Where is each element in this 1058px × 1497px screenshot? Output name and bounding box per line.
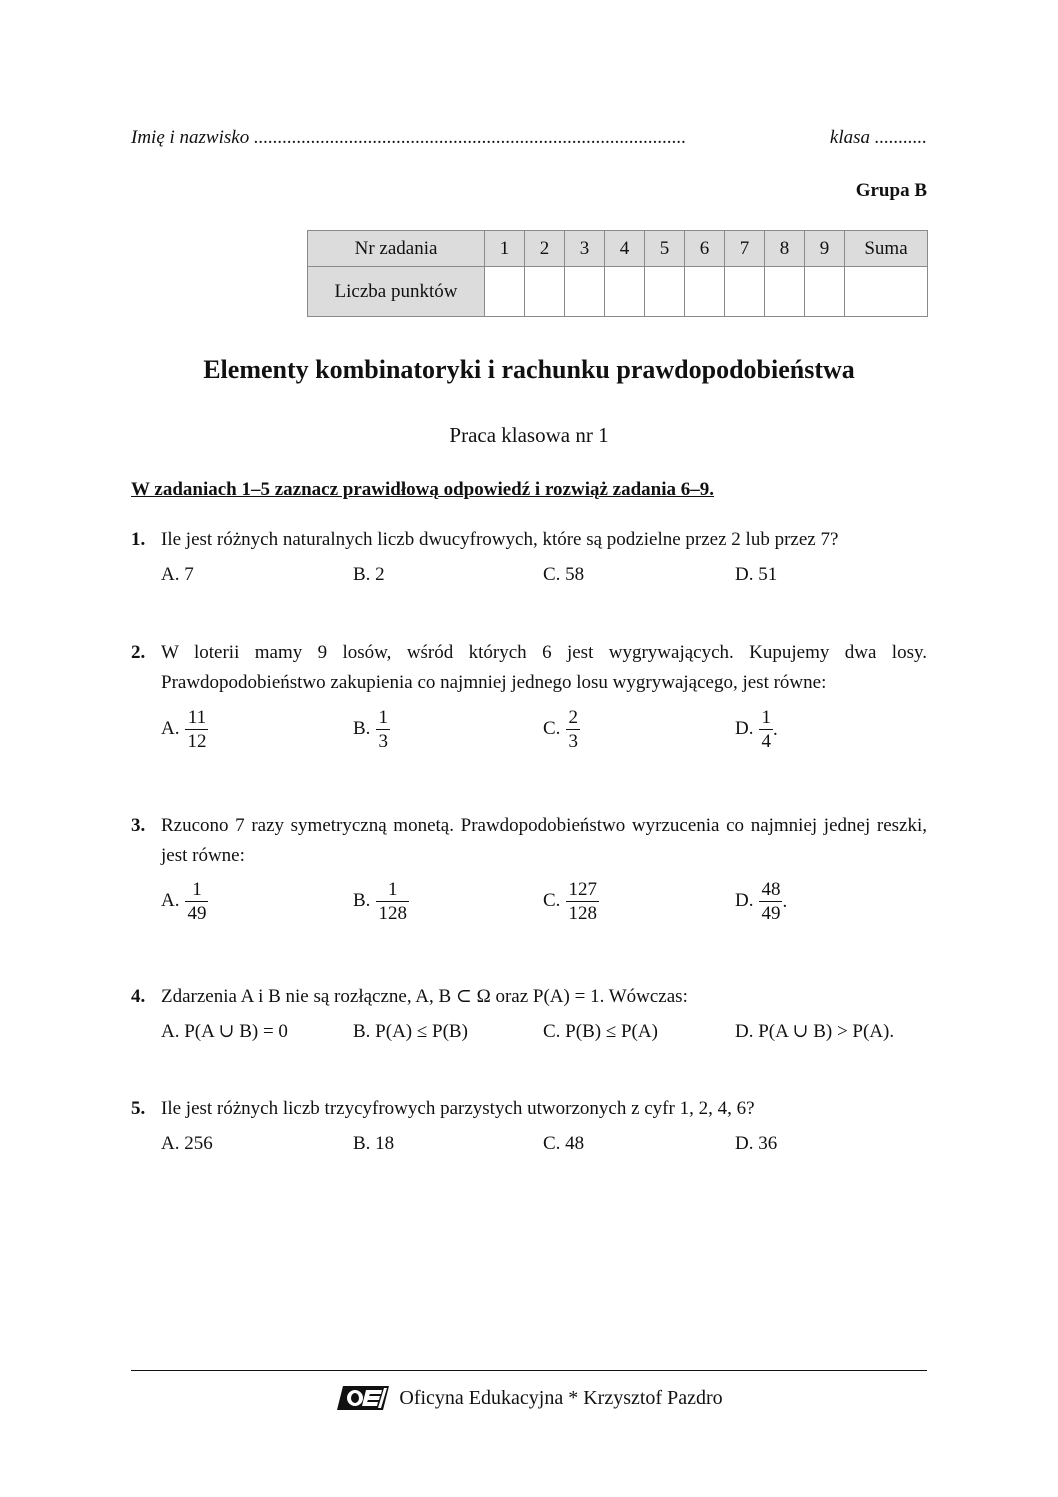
sum-header: Suma [845,231,928,267]
score-table [307,230,928,317]
task-number-header: Nr zadania [308,231,485,267]
page-title: Elementy kombinatoryki i rachunku prawdopodobieństwa [203,355,855,384]
task-number-cell: 2 [525,231,565,267]
answer-option-a[interactable]: A. P(A ∪ B) = 0 [161,1021,288,1042]
fraction [185,706,208,753]
fraction [376,706,390,753]
question-text: W loterii mamy 9 losów, wśród których 6 jest wygrywających. Kupujemy dwa losy. Prawdopodobieństwo zakupienia co najmniej jednego losu wygrywającego, jest równe: [161,642,927,693]
question-3 [131,811,927,871]
answer-option-b[interactable]: B. P(A) ≤ P(B) [353,1021,468,1042]
fraction [566,706,580,753]
task-number-cell: 8 [765,231,805,267]
answer-option-c[interactable] [543,703,580,755]
class-field-label[interactable]: klasa ........... [829,127,927,148]
answer-option-b[interactable]: B. 18 [353,1133,395,1154]
question-text: Rzucono 7 razy symetryczną monetą. Prawdopodobieństwo wyrzucenia co najmniej jednej reszki, jest równe: [161,815,927,866]
task-number-cell: 3 [565,231,605,267]
fraction [376,878,409,925]
answer-option-c[interactable]: C. P(B) ≤ P(A) [543,1021,658,1042]
question-number: 5. [131,1098,146,1119]
student-info-line [131,127,927,153]
question-number: 1. [131,529,146,550]
fraction [185,878,208,925]
fraction [566,878,599,925]
option-suffix: . [772,719,778,740]
points-cell[interactable] [765,267,805,317]
answer-option-a[interactable]: A. 256 [161,1133,213,1154]
sum-cell[interactable] [845,267,928,317]
numerator: 127 [568,878,597,900]
answer-option-a[interactable] [161,703,208,755]
question-text: Ile jest różnych naturalnych liczb dwucyfrowych, które są podzielne przez 2 lub przez 7? [161,529,839,550]
numerator: 11 [187,706,207,728]
denominator: 3 [378,730,388,752]
option-letter: A. [161,718,180,739]
option-letter: B. [353,718,371,739]
question-2 [131,638,927,698]
fraction [759,878,782,925]
footer-divider [131,1370,927,1371]
publisher-name: Oficyna Edukacyjna * Krzysztof Pazdro [399,1386,723,1409]
numerator: 1 [378,706,388,728]
group-label: Grupa B [855,180,927,201]
denominator: 128 [568,902,597,924]
page-subtitle: Praca klasowa nr 1 [449,423,609,447]
answer-option-c[interactable]: C. 58 [543,564,585,585]
task-number-cell: 4 [605,231,645,267]
answer-option-d[interactable] [735,875,787,927]
question-5 [131,1094,927,1124]
score-table-points-row [308,267,928,317]
answer-option-b[interactable]: B. 2 [353,564,385,585]
denominator: 49 [761,902,781,924]
instruction: W zadaniach 1–5 zaznacz prawidłową odpowiedź i rozwiąż zadania 6–9. [131,479,715,500]
fraction [759,706,773,753]
points-cell[interactable] [685,267,725,317]
question-4 [131,982,927,1012]
question-number: 2. [131,642,146,663]
question-text: Ile jest różnych liczb trzycyfrowych parzystych utworzonych z cyfr 1, 2, 4, 6? [161,1098,755,1119]
numerator: 1 [387,878,398,900]
numerator: 2 [568,706,578,728]
answer-option-d[interactable] [735,703,778,755]
task-number-cell: 9 [805,231,845,267]
answer-option-c[interactable]: C. 48 [543,1133,585,1154]
score-table-header-row [308,231,928,267]
points-cell[interactable] [565,267,605,317]
denominator: 49 [187,902,207,924]
question-number: 4. [131,986,146,1007]
points-cell[interactable] [805,267,845,317]
option-letter: A. [161,890,180,911]
points-cell[interactable] [725,267,765,317]
option-suffix: . [782,891,788,912]
points-cell[interactable] [485,267,525,317]
task-number-cell: 5 [645,231,685,267]
answer-option-b[interactable] [353,875,409,927]
denominator: 4 [761,730,771,752]
footer [0,1382,1058,1414]
option-letter: D. [735,890,754,911]
answer-option-d[interactable]: D. 36 [735,1133,778,1154]
answer-option-c[interactable] [543,875,599,927]
oe-logo-icon [335,1384,391,1412]
numerator: 1 [761,706,771,728]
question-text: Zdarzenia A i B nie są rozłączne, A, B ⊂ Ω oraz P(A) = 1. Wówczas: [161,986,688,1007]
question-1 [131,525,927,555]
denominator: 128 [378,902,407,924]
points-header: Liczba punktów [308,267,485,317]
option-letter: D. [735,718,754,739]
numerator: 48 [761,878,781,900]
answer-option-a[interactable] [161,875,208,927]
task-number-cell: 1 [485,231,525,267]
points-cell[interactable] [605,267,645,317]
question-number: 3. [131,815,146,836]
answer-option-a[interactable]: A. 7 [161,564,194,585]
option-letter: C. [543,890,561,911]
numerator: 1 [192,878,202,900]
denominator: 3 [568,730,578,752]
answer-option-b[interactable] [353,703,390,755]
answer-option-d[interactable]: D. 51 [735,564,778,585]
task-number-cell: 7 [725,231,765,267]
option-letter: C. [543,718,561,739]
points-cell[interactable] [645,267,685,317]
option-letter: B. [353,890,371,911]
task-number-cell: 6 [685,231,725,267]
answer-option-d[interactable]: D. P(A ∪ B) > P(A). [735,1021,895,1042]
points-cell[interactable] [525,267,565,317]
name-field-label[interactable]: Imię i nazwisko ........................................................................................... [131,127,687,148]
denominator: 12 [187,730,207,752]
